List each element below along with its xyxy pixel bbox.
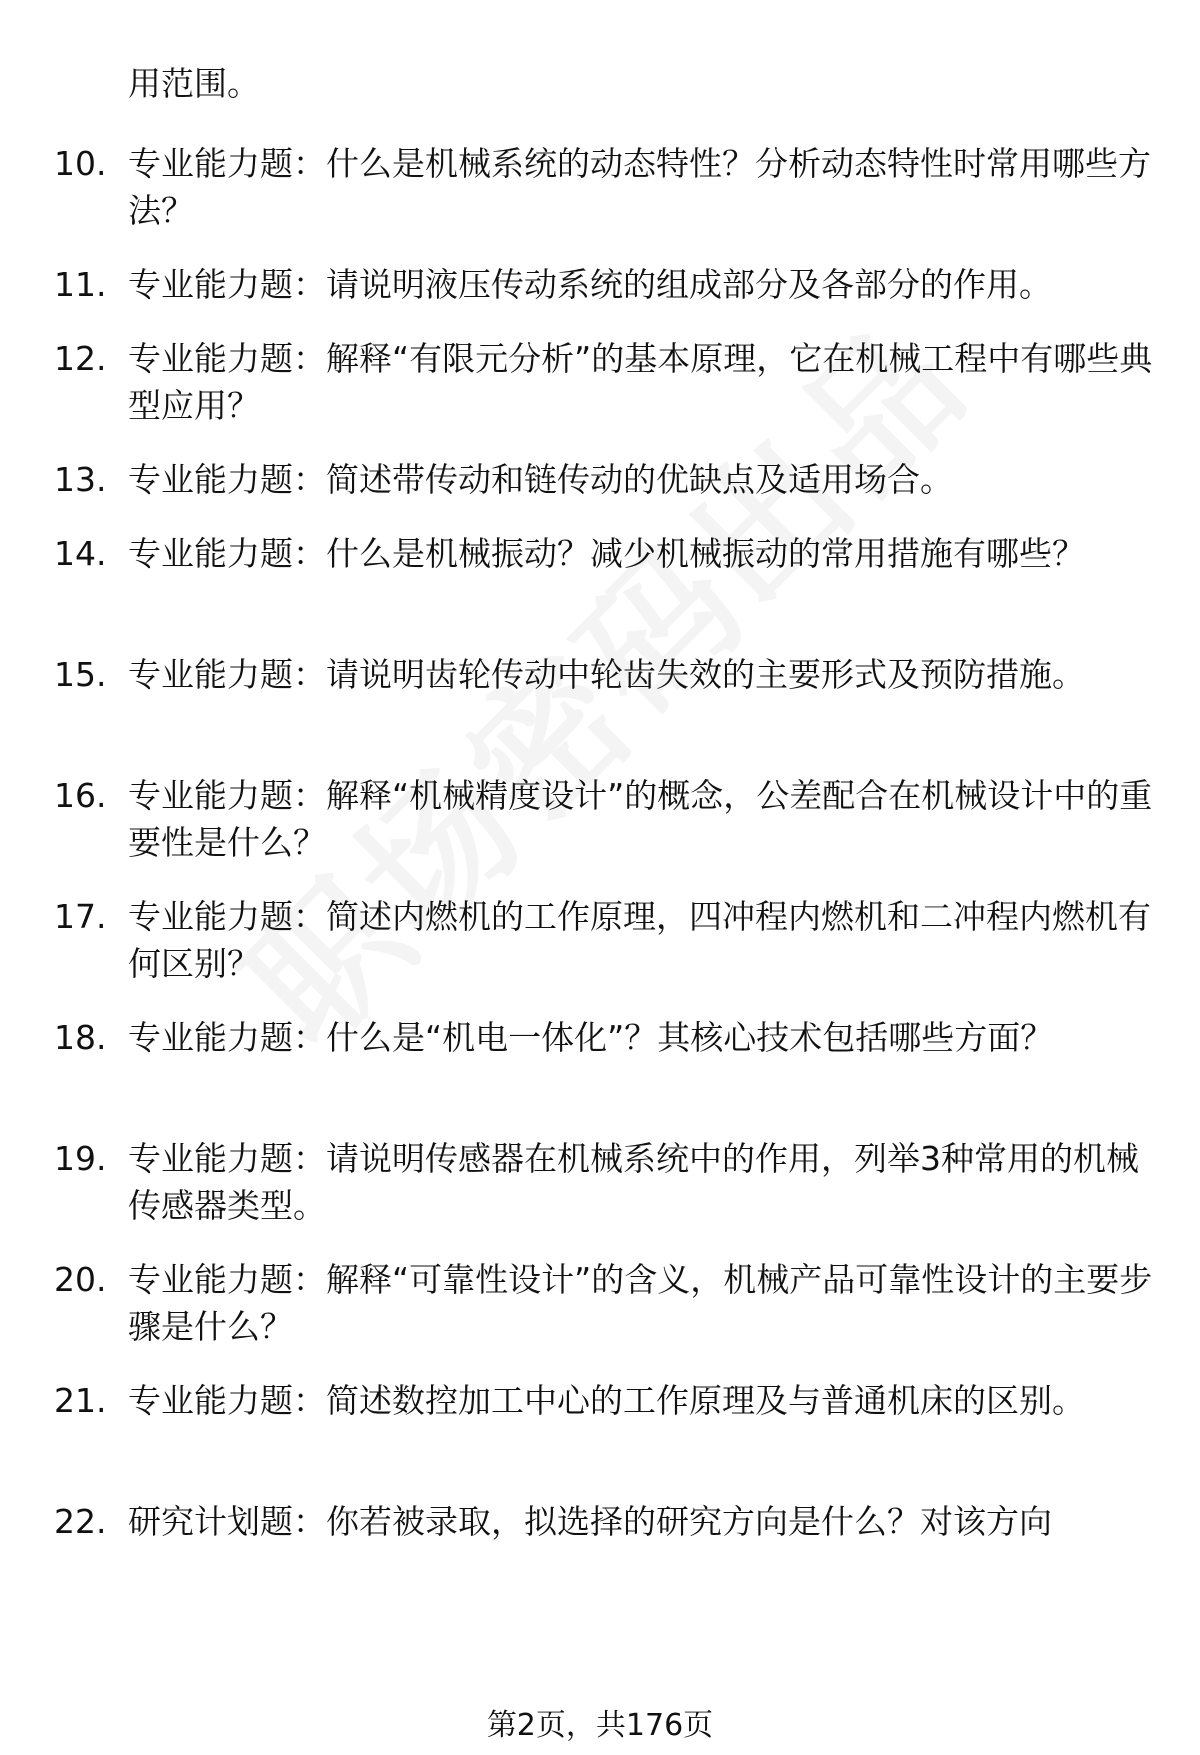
question-item [0,1014,1200,1135]
question-text: 专业能力题：解释“机械精度设计”的概念，公差配合在机械设计中的重要性是什么？ [128,776,1153,862]
question-number: 12. [54,339,107,378]
question-text: 专业能力题：什么是机械振动？减少机械振动的常用措施有哪些？ [128,534,1085,573]
page-footer: 第2页，共176页 [486,1708,714,1743]
question-text: 专业能力题：什么是“机电一体化”？其核心技术包括哪些方面？ [128,1018,1054,1057]
question-item [0,1498,1200,1548]
question-number: 19. [54,1139,107,1178]
question-list [0,140,1200,1548]
question-number: 17. [54,897,107,936]
question-number: 16. [54,776,107,815]
question-number: 22. [54,1502,107,1541]
question-item [0,1377,1200,1498]
question-text: 专业能力题：简述内燃机的工作原理，四冲程内燃机和二冲程内燃机有何区别？ [128,897,1151,983]
question-item [0,335,1200,456]
question-number: 11. [54,265,107,304]
question-item [0,772,1200,893]
continuation-text: 用范围。 [128,64,260,103]
question-number: 21. [54,1381,107,1420]
question-number: 13. [54,460,107,499]
question-text: 专业能力题：解释“可靠性设计”的含义，机械产品可靠性设计的主要步骤是什么？ [128,1260,1153,1346]
question-number: 10. [54,144,107,183]
question-text: 专业能力题：简述数控加工中心的工作原理及与普通机床的区别。 [128,1381,1085,1420]
question-text: 专业能力题：简述带传动和链传动的优缺点及适用场合。 [128,460,953,499]
question-text: 专业能力题：请说明传感器在机械系统中的作用，列举3种常用的机械传感器类型。 [128,1139,1139,1225]
question-text: 研究计划题：你若被录取，拟选择的研究方向是什么？对该方向 [128,1502,1052,1541]
question-item [0,140,1200,261]
question-text: 专业能力题：请说明齿轮传动中轮齿失效的主要形式及预防措施。 [128,655,1085,694]
question-item [0,530,1200,651]
question-number: 18. [54,1018,107,1057]
question-text: 专业能力题：解释“有限元分析”的基本原理，它在机械工程中有哪些典型应用？ [128,339,1153,425]
question-item [0,1135,1200,1256]
question-item [0,1256,1200,1377]
question-number: 20. [54,1260,107,1299]
question-text: 专业能力题：请说明液压传动系统的组成部分及各部分的作用。 [128,265,1052,304]
question-item [0,261,1200,335]
question-item [0,893,1200,1014]
question-item [0,456,1200,530]
question-item [0,651,1200,772]
question-text: 专业能力题：什么是机械系统的动态特性？分析动态特性时常用哪些方法？ [128,144,1151,230]
question-number: 15. [54,655,107,694]
question-number: 14. [54,534,107,573]
